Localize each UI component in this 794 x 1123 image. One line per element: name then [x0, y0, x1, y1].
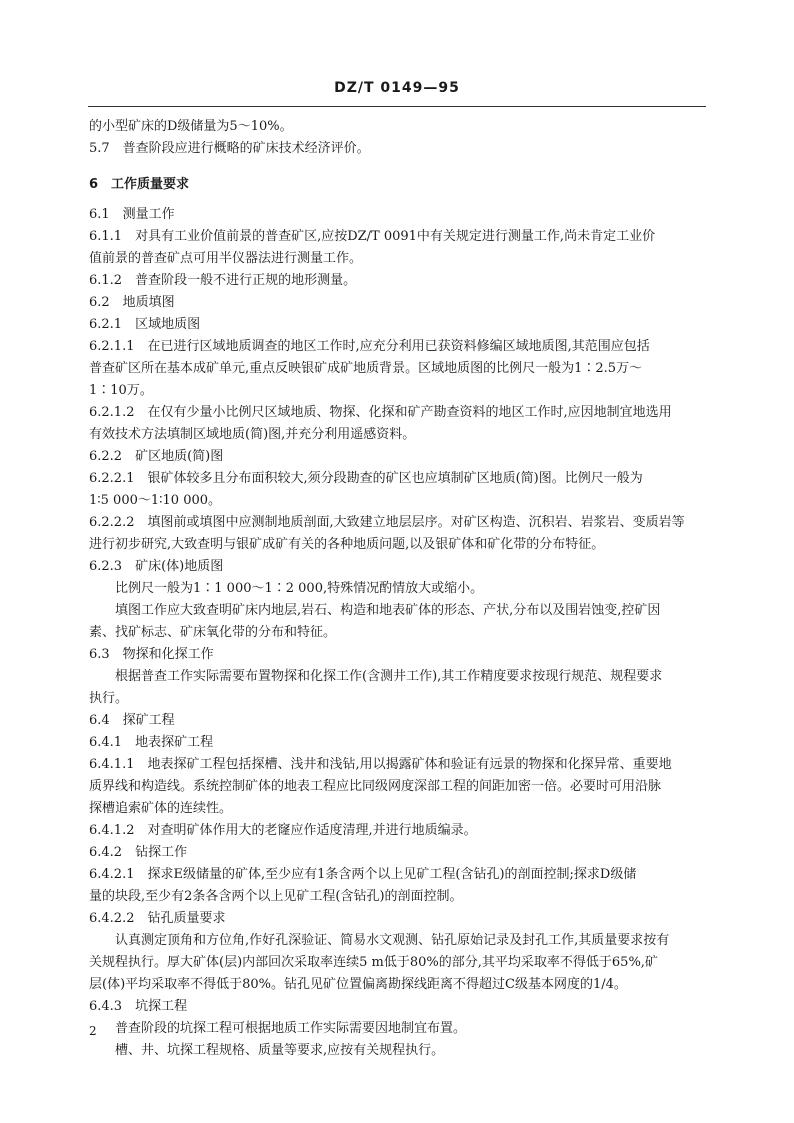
header-rule — [88, 106, 706, 107]
text-line: 6.2.2.2 填图前或填图中应测制地质剖面,大致建立地层层序。对矿区构造、沉积岩、岩浆岩、变质岩等 — [89, 515, 685, 530]
page-number: 2 — [89, 1024, 97, 1038]
text-line: 探槽追索矿体的连续性。 — [89, 801, 233, 816]
text-line: 6.2.2 矿区地质(简)图 — [89, 449, 224, 464]
text-line: 6.4.2.2 钻孔质量要求 — [89, 911, 226, 926]
page-header: DZ/T 0149—95 — [334, 80, 460, 96]
section-title: 6 工作质量要求 — [89, 177, 190, 192]
text-line: 6.4.2 钻探工作 — [89, 845, 188, 860]
text-line: 质界线和构造线。系统控制矿体的地表工程应比同级网度深部工程的间距加密一倍。必要时可用沿脉 — [89, 779, 662, 794]
text-line: 比例尺一般为1∶1 000～1∶2 000,特殊情况酌情放大或缩小。 — [115, 581, 484, 596]
text-line: 6.2.3 矿床(体)地质图 — [89, 559, 224, 574]
text-line: 6.2.1.2 在仅有少量小比例尺区域地质、物探、化探和矿产勘查资料的地区工作时,应因地制宜地选用 — [89, 405, 672, 420]
text-line: 6.1.1 对具有工业价值前景的普查矿区,应按DZ/T 0091中有关规定进行测量工作,尚未肯定工业价 — [89, 229, 656, 244]
text-line: 普查阶段的坑探工程可根据地质工作实际需要因地制宜布置。 — [115, 1021, 467, 1036]
text-line: 认真测定顶角和方位角,作好孔深验证、简易水文观测、钻孔原始记录及封孔工作,其质量要求按有 — [115, 933, 670, 948]
text-line: 填图工作应大致查明矿床内地层,岩石、构造和地表矿体的形态、产状,分布以及围岩蚀变,控矿因 — [115, 603, 661, 618]
text-line: 有效技术方法填制区域地质(简)图,并充分利用遥感资料。 — [89, 427, 416, 442]
text-line: 6.1.2 普查阶段一般不进行正规的地形测量。 — [89, 273, 357, 288]
text-line: 槽、井、坑探工程规格、质量等要求,应按有关规程执行。 — [115, 1043, 445, 1058]
text-line: 层(体)平均采取率不得低于80%。钻孔见矿位置偏离勘探线距离不得超过C级基本网度的1/4。 — [89, 977, 627, 992]
text-line: 1∶5 000～1∶10 000。 — [89, 493, 222, 508]
text-line: 5.7 普查阶段应进行概略的矿床技术经济评价。 — [89, 141, 370, 156]
text-line: 6.1 测量工作 — [89, 207, 175, 222]
text-line: 关规程执行。厚大矿体(层)内部回次采取率连续5 m低于80%的部分,其平均采取率不得低于65%,矿 — [89, 955, 658, 970]
text-line: 6.4.2.1 探求E级储量的矿体,至少应有1条含两个以上见矿工程(含钻孔)的剖面控制;探求D级储 — [89, 867, 637, 882]
text-line: 素、找矿标志、矿床氧化带的分布和特征。 — [89, 625, 337, 640]
text-line: 6.4 探矿工程 — [89, 713, 175, 728]
document-body — [89, 116, 709, 1062]
text-line: 6.3 物探和化探工作 — [89, 647, 214, 662]
text-line: 6.4.1 地表探矿工程 — [89, 735, 214, 750]
text-line: 6.4.1.2 对查明矿体作用大的老窿应作适度清理,并进行地质编录。 — [89, 823, 477, 838]
text-line: 6.2.1.1 在已进行区域地质调查的地区工作时,应充分利用已获资料修编区域地质图,其范围应包括 — [89, 339, 650, 354]
text-line: 1∶10万。 — [89, 383, 153, 398]
text-line: 普查矿区所在基本成矿单元,重点反映银矿成矿地质背景。区域地质图的比例尺一般为1∶2.5万～ — [89, 361, 643, 376]
text-line: 进行初步研究,大致查明与银矿成矿有关的各种地质问题,以及银矿体和矿化带的分布特征。 — [89, 537, 605, 552]
text-line: 值前景的普查矿点可用半仪器法进行测量工作。 — [89, 251, 363, 266]
text-line: 的小型矿床的D级储量为5～10%。 — [89, 119, 293, 134]
text-line: 6.2.2.1 银矿体较多且分布面积较大,须分段勘查的矿区也应填制矿区地质(简)图。比例尺一般为 — [89, 471, 643, 486]
text-line: 6.2 地质填图 — [89, 295, 175, 310]
text-line: 6.4.1.1 地表探矿工程包括探槽、浅井和浅钻,用以揭露矿体和验证有远景的物探和化探异常、重要地 — [89, 757, 672, 772]
text-line: 6.4.3 坑探工程 — [89, 999, 188, 1014]
text-line: 量的块段,至少有2条各含两个以上见矿工程(含钻孔)的剖面控制。 — [89, 889, 463, 904]
text-line: 6.2.1 区域地质图 — [89, 317, 201, 332]
text-line: 执行。 — [89, 691, 129, 706]
text-line: 根据普查工作实际需要布置物探和化探工作(含测井工作),其工作精度要求按现行规范、规程要求 — [115, 669, 663, 684]
